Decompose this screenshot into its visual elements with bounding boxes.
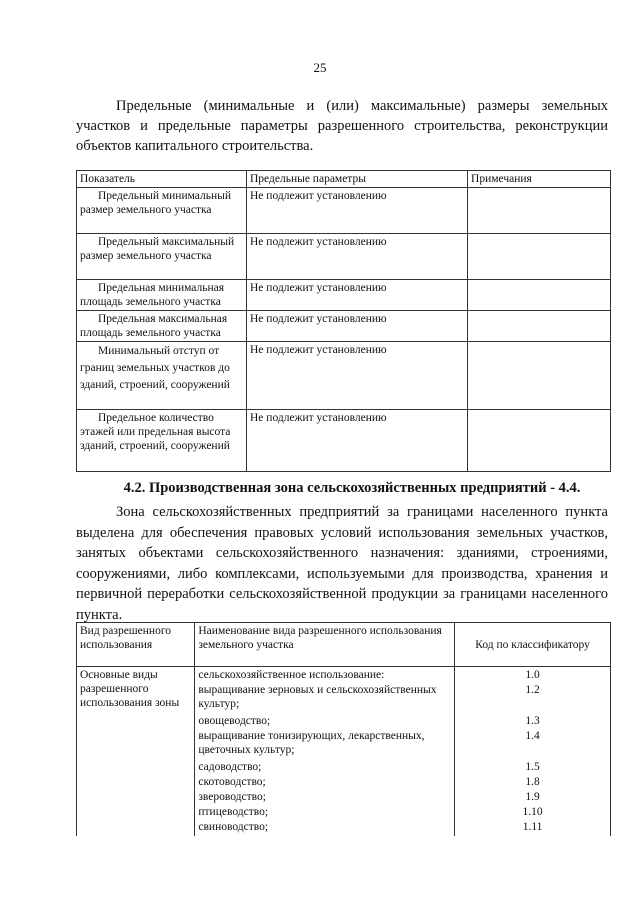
uses-table xyxy=(76,622,611,836)
code-item: 1.9 xyxy=(525,791,540,803)
list-item: звероводство; xyxy=(198,791,266,803)
list-item: скотоводство; xyxy=(198,776,266,788)
indicator-cell: Предельное количество этажей или предельная высота зданий, строений, сооружений xyxy=(77,410,247,472)
value-cell: Не подлежит установлению xyxy=(247,280,468,311)
code-item: 1.10 xyxy=(522,806,543,818)
list-item: выращивание тонизирующих, лекарственных, цветочных культур; xyxy=(198,730,425,756)
header-use-type: Вид разрешенного использования xyxy=(77,623,195,667)
table-row xyxy=(77,311,611,342)
header-indicator: Показатель xyxy=(77,171,247,188)
list-item: птицеводство; xyxy=(198,806,269,818)
code-item: 1.8 xyxy=(525,776,540,788)
list-item: овощеводство; xyxy=(198,715,271,727)
code-item: 1.5 xyxy=(525,761,540,773)
table-row xyxy=(77,342,611,410)
indicator-cell: Предельный максимальный размер земельного участка xyxy=(77,234,247,280)
uses-table-header xyxy=(77,623,611,667)
note-cell xyxy=(468,280,611,311)
indicator-cell: Предельная минимальная площадь земельного участка xyxy=(77,280,247,311)
table-row xyxy=(77,234,611,280)
header-use-name: Наименование вида разрешенного использования земельного участка xyxy=(195,623,455,667)
value-cell: Не подлежит установлению xyxy=(247,342,468,410)
note-cell xyxy=(468,234,611,280)
value-cell: Не подлежит установлению xyxy=(247,311,468,342)
list-item: садоводство; xyxy=(198,761,262,773)
table-row xyxy=(77,667,611,837)
intro-paragraph: Предельные (минимальные и (или) максимальные) размеры земельных участков и предельные параметры разрешенного строительства, реконструкции объектов капитального строительства. xyxy=(76,98,608,154)
note-cell xyxy=(468,188,611,234)
note-cell xyxy=(468,410,611,472)
list-item: свиноводство; xyxy=(198,821,269,833)
use-names-cell xyxy=(195,667,455,837)
list-item: сельскохозяйственное использование: xyxy=(198,669,385,681)
code-item: 1.3 xyxy=(525,715,540,727)
code-item: 1.2 xyxy=(525,684,540,696)
indicator-cell: Предельная максимальная площадь земельного участка xyxy=(77,311,247,342)
header-code: Код по классификатору xyxy=(455,623,611,667)
value-cell: Не подлежит установлению xyxy=(247,410,468,472)
note-cell xyxy=(468,311,611,342)
header-notes: Примечания xyxy=(468,171,611,188)
use-group-cell: Основные виды разрешенного использования зоны xyxy=(77,667,195,837)
use-codes-cell xyxy=(455,667,611,837)
value-cell: Не подлежит установлению xyxy=(247,188,468,234)
params-table-header xyxy=(77,171,611,188)
code-item: 1.4 xyxy=(525,730,540,742)
indicator-cell: Минимальный отступ от границ земельных участков до зданий, строений, сооружений xyxy=(77,342,247,410)
value-cell: Не подлежит установлению xyxy=(247,234,468,280)
table-row xyxy=(77,188,611,234)
indicator-cell: Предельный минимальный размер земельного участка xyxy=(77,188,247,234)
table-row xyxy=(77,280,611,311)
list-item: выращивание зерновых и сельскохозяйственных культур; xyxy=(198,684,437,710)
header-params: Предельные параметры xyxy=(247,171,468,188)
code-item: 1.0 xyxy=(525,669,540,681)
section-heading: 4.2. Производственная зона сельскохозяйственных предприятий - 4.4. xyxy=(123,480,581,496)
params-table xyxy=(76,170,611,472)
page-number: 25 xyxy=(313,60,327,75)
code-item: 1.11 xyxy=(522,821,543,833)
note-cell xyxy=(468,342,611,410)
table-row xyxy=(77,410,611,472)
zone-paragraph: Зона сельскохозяйственных предприятий за границами населенного пункта выделена для обеспечения правовых условий использования земельных участков, занятых объектами сельскохозяйственного назначения: зданиями, строениями, сооружениями, либо комплексами, используемыми для производства, хранения и первичной переработки сельскохозяйственной продукции за границами населенного пункта. xyxy=(76,504,608,623)
